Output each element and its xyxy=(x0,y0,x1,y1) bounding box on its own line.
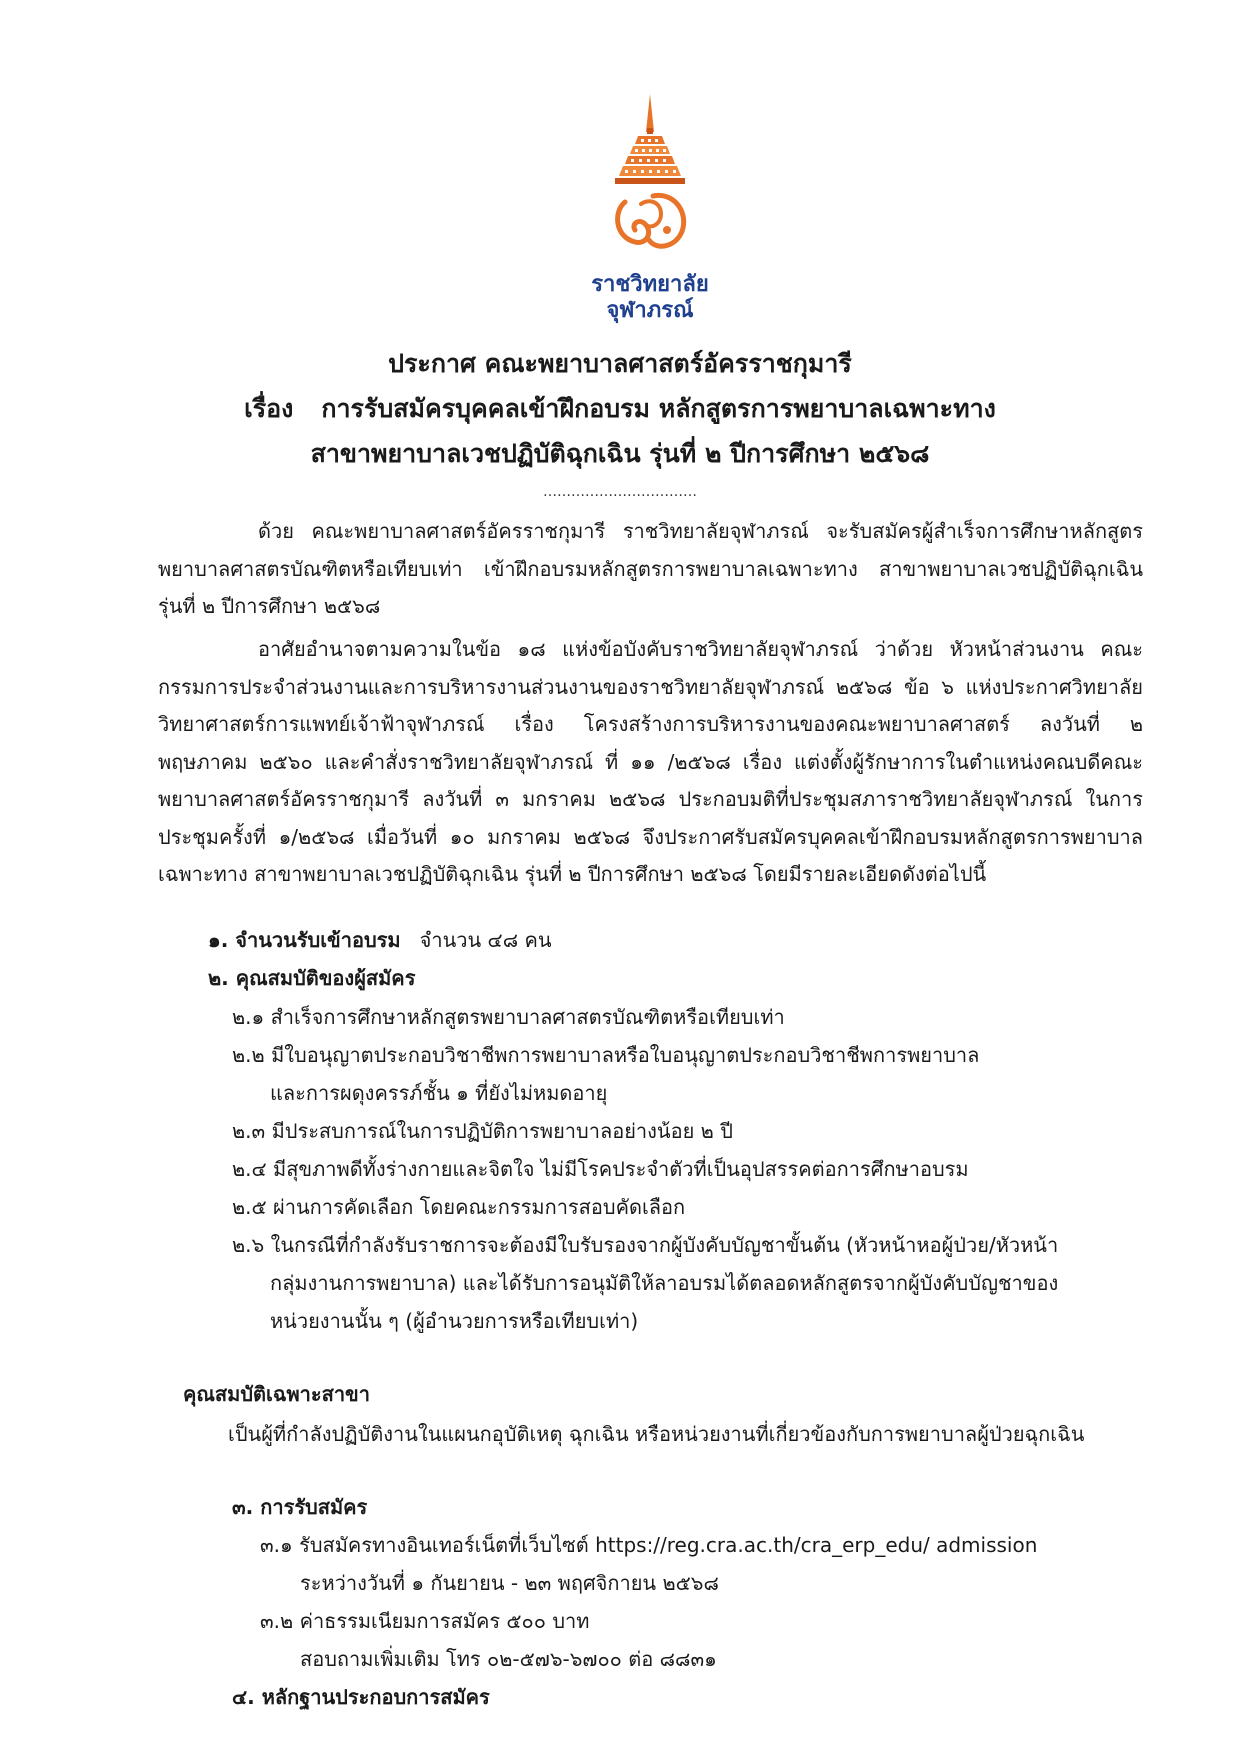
list-item: ๓.๒ ค่าธรรมเนียมการสมัคร ๕๐๐ บาท xyxy=(260,1609,590,1633)
title-separator: …………………………… xyxy=(543,484,697,500)
section2-heading: ๒. คุณสมบัติของผู้สมัคร xyxy=(208,966,416,990)
logo-text-line1: ราชวิทยาลัย xyxy=(591,272,709,297)
list-item-cont: และการผดุงครรภ์ชั้น ๑ ที่ยังไม่หมดอายุ xyxy=(270,1081,608,1105)
announcement-title: ประกาศ คณะพยาบาลศาสตร์อัครราชกุมารี xyxy=(388,349,852,378)
intro-paragraph-2: อาศัยอำนาจตามความในข้อ ๑๘ แห่งข้อบังคับราชวิทยาลัยจุฬาภรณ์ ว่าด้วย หัวหน้าส่วนงาน คณะกรรมการประจำส่วนงานและการบริหารงานส่วนงานของราชวิทยาลัยจุฬาภรณ์ ๒๕๖๘ ข้อ ๖ แห่งประกาศวิทยาลัยวิทยาศาสตร์การแพทย์เจ้าฟ้าจุฬาภรณ์ เรื่อง โครงสร้างการบริหารงานของคณะพยาบาลศาสตร์ ลงวันที่ ๒ พฤษภาคม ๒๕๖๐ และคำสั่งราชวิทยาลัยจุฬาภรณ์ ที่ ๑๑ /๒๕๖๘ เรื่อง แต่งตั้งผู้รักษาการในตำแหน่งคณบดีคณะพยาบาลศาสตร์อัครราชกุมารี ลงวันที่ ๓ มกราคม ๒๕๖๘ ประกอบมติที่ประชุมสภาราชวิทยาลัยจุฬาภรณ์ ในการประชุมครั้งที่ ๑/๒๕๖๘ เมื่อวันที่ ๑๐ มกราคม ๒๕๖๘ จึงประกาศรับสมัครบุคคลเข้าฝึกอบรมหลักสูตรการพยาบาลเฉพาะทาง สาขาพยาบาลเวชปฏิบัติฉุกเฉิน รุ่นที่ ๒ ปีการศึกษา ๒๕๖๘ โดยมีรายละเอียดดังต่อไปนี้ xyxy=(158,637,1143,886)
announcement-subject xyxy=(0,389,1240,429)
section1-heading: ๑. จำนวนรับเข้าอบรม xyxy=(208,928,401,952)
subject-label: เรื่อง xyxy=(244,394,294,423)
section4-heading: ๔. หลักฐานประกอบการสมัคร xyxy=(232,1685,490,1709)
list-item: ๒.๑ สำเร็จการศึกษาหลักสูตรพยาบาลศาสตรบัณฑิตหรือเทียบเท่า xyxy=(232,1005,785,1029)
logo xyxy=(585,92,715,332)
subject-text: การรับสมัครบุคคลเข้าฝึกอบรม หลักสูตรการพยาบาลเฉพาะทาง xyxy=(321,394,996,423)
section1 xyxy=(208,924,552,956)
list-item: ๓.๑ รับสมัครทางอินเทอร์เน็ตที่เว็บไซต์ https://reg.cra.ac.th/cra_erp_edu/ admission xyxy=(260,1533,1038,1557)
specific-text: เป็นผู้ที่กำลังปฏิบัติงานในแผนกอุบัติเหตุ ฉุกเฉิน หรือหน่วยงานที่เกี่ยวข้องกับการพยาบาลผู้ป่วยฉุกเฉิน xyxy=(228,1422,1085,1446)
list-item-cont: สอบถามเพิ่มเติม โทร ๐๒-๕๗๖-๖๗๐๐ ต่อ ๘๘๓๑ xyxy=(300,1647,717,1671)
logo-text-line2: จุฬาภรณ์ xyxy=(606,298,694,323)
list-item: ๒.๓ มีประสบการณ์ในการปฏิบัติการพยาบาลอย่างน้อย ๒ ปี xyxy=(232,1119,733,1143)
list-item-cont: ระหว่างวันที่ ๑ กันยายน - ๒๓ พฤศจิกายน ๒๕๖๘ xyxy=(300,1571,719,1595)
list-item-cont: หน่วยงานนั้น ๆ (ผู้อำนวยการหรือเทียบเท่า) xyxy=(270,1309,639,1333)
list-item: ๒.๔ มีสุขภาพดีทั้งร่างกายและจิตใจ ไม่มีโรคประจำตัวที่เป็นอุปสรรคต่อการศึกษาอบรม xyxy=(232,1157,969,1181)
announcement-subject-cont: สาขาพยาบาลเวชปฏิบัติฉุกเฉิน รุ่นที่ ๒ ปีการศึกษา ๒๕๖๘ xyxy=(310,439,930,468)
crown-emblem-icon xyxy=(595,92,705,272)
specific-heading: คุณสมบัติเฉพาะสาขา xyxy=(183,1382,370,1406)
list-item: ๒.๖ ในกรณีที่กำลังรับราชการจะต้องมีใบรับรองจากผู้บังคับบัญชาขั้นต้น (หัวหน้าหอผู้ป่วย/หัวหน้า xyxy=(232,1233,1059,1257)
list-item: ๒.๒ มีใบอนุญาตประกอบวิชาชีพการพยาบาลหรือใบอนุญาตประกอบวิชาชีพการพยาบาล xyxy=(232,1043,980,1067)
section3-heading: ๓. การรับสมัคร xyxy=(232,1495,368,1519)
list-item-cont: กลุ่มงานการพยาบาล) และได้รับการอนุมัติให้ลาอบรมได้ตลอดหลักสูตรจากผู้บังคับบัญชาของ xyxy=(270,1271,1059,1295)
list-item: ๒.๕ ผ่านการคัดเลือก โดยคณะกรรมการสอบคัดเลือก xyxy=(232,1195,686,1219)
section1-value: จำนวน ๔๘ คน xyxy=(419,928,552,952)
intro-paragraph-1: ด้วย คณะพยาบาลศาสตร์อัครราชกุมารี ราชวิทยาลัยจุฬาภรณ์ จะรับสมัครผู้สำเร็จการศึกษาหลักสูตรพยาบาลศาสตรบัณฑิตหรือเทียบเท่า เข้าฝึกอบรมหลักสูตรการพยาบาลเฉพาะทาง สาขาพยาบาลเวชปฏิบัติฉุกเฉิน รุ่นที่ ๒ ปีการศึกษา ๒๕๖๘ xyxy=(158,519,1143,618)
